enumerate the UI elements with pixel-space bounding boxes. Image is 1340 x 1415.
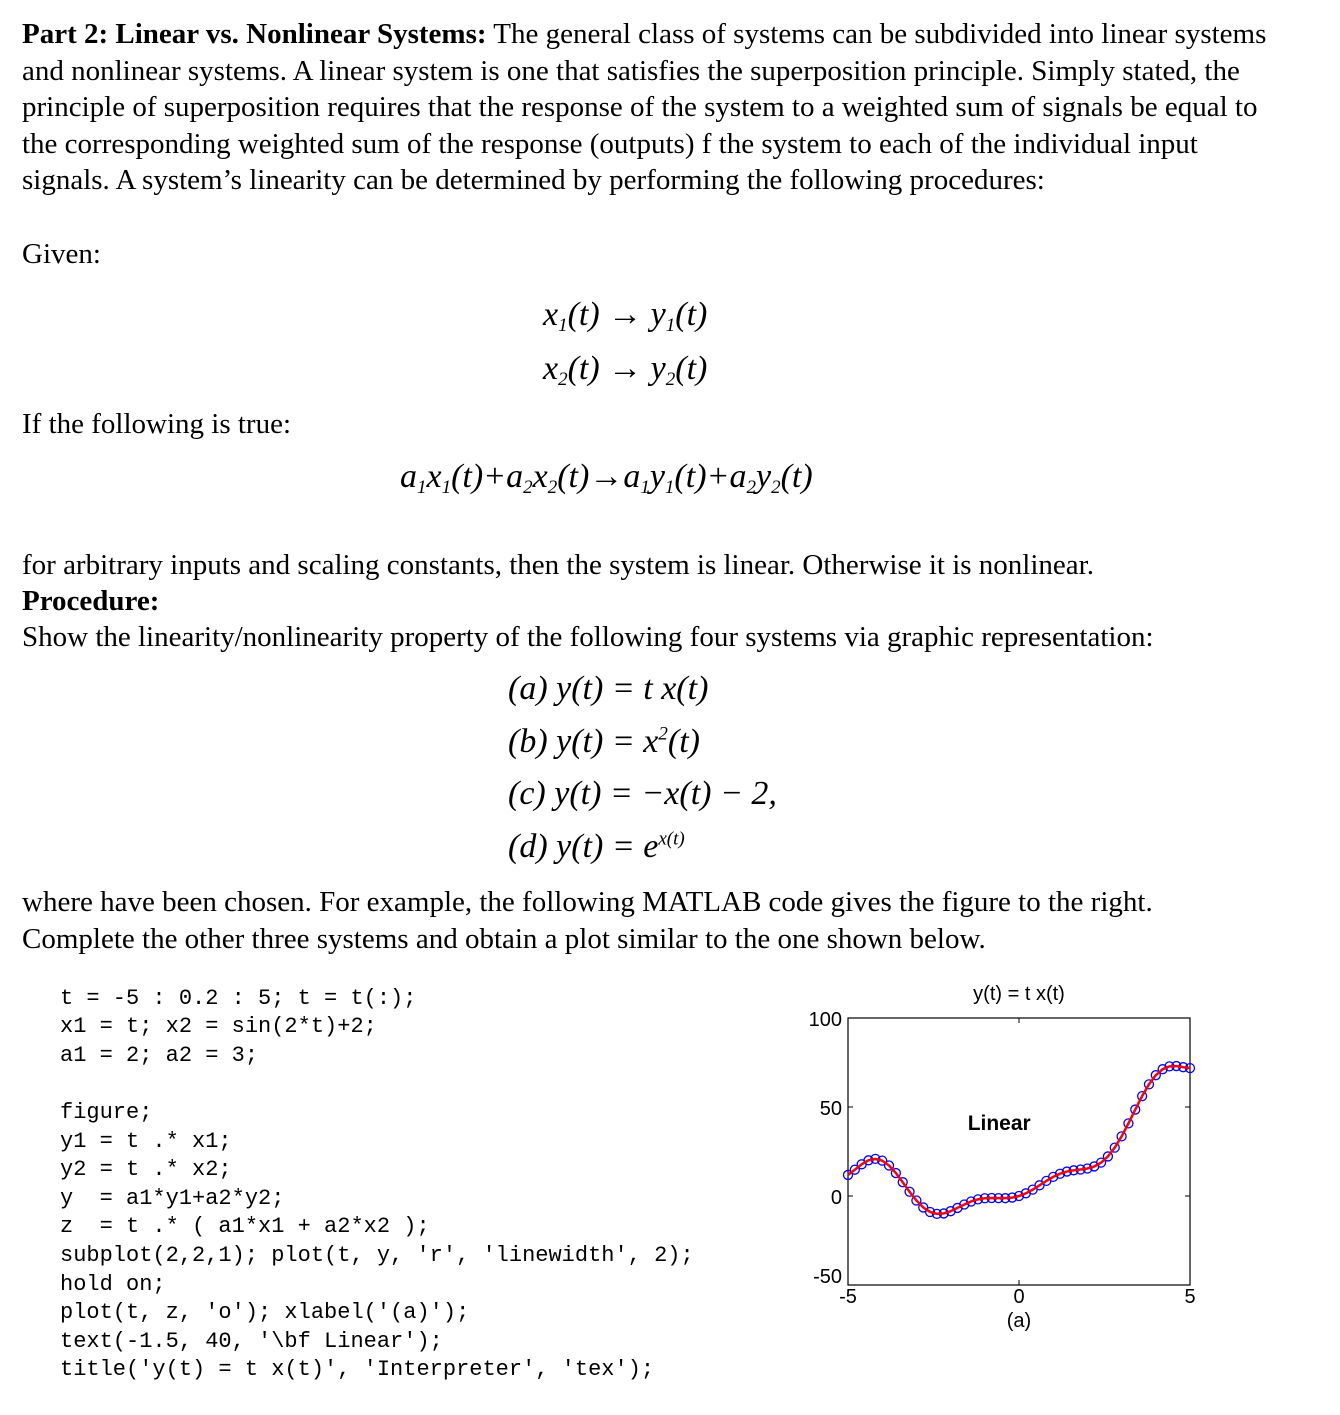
plot-axes-box xyxy=(848,1018,1190,1285)
code-line: t = -5 : 0.2 : 5; t = t(:); xyxy=(60,985,417,1011)
system-b: (b) $y(t) = x^2(t)$ xyxy=(508,723,700,760)
y-tick-label: 0 xyxy=(830,1187,842,1209)
code-line: z = t .* ( a1*x1 + a2*x2 ); xyxy=(60,1214,430,1240)
code-line: y1 = t .* x1; xyxy=(60,1128,232,1154)
given-eq-1: $x_1(t) \to y_1(t)$ xyxy=(543,296,708,336)
intro-paragraph xyxy=(22,16,1272,199)
example-text: where have been chosen. For example, the following MATLAB code gives the figure to the right. Complete the other three systems and obtain a plot similar to the one shown below. xyxy=(22,886,1153,955)
code-line: y = a1*y1+a2*y2; xyxy=(60,1185,285,1211)
superposition-equation: $a_1x_1(t)+a_2x_2(t)\to a_1y_1(t)+a_2y_2(t)$ xyxy=(400,458,813,498)
x-tick-label: 0 xyxy=(1013,1286,1025,1308)
procedure-text: Show the linearity/nonlinearity property of the following four systems via graphic representation: xyxy=(22,621,1154,653)
procedure-label: Procedure: xyxy=(22,585,160,617)
code-line xyxy=(60,1070,694,1099)
system-a: (a) y(t) = t x(t) xyxy=(508,670,709,707)
chart-title: y(t) = t x(t) xyxy=(973,983,1065,1005)
x-tick-label: -5 xyxy=(839,1286,857,1308)
code-line: text(-1.5, 40, '\bf Linear'); xyxy=(60,1328,443,1354)
code-line: title('y(t) = t x(t)', 'Interpreter', 'tex'); xyxy=(60,1357,655,1383)
code-line: y2 = t .* x2; xyxy=(60,1157,232,1183)
system-d: (d) $y(t) = e^{x(t)}$ xyxy=(508,828,685,865)
intro-text: The general class of systems can be subdivided into linear systems and nonlinear systems. A linear system is one that satisfies the superposition principle. Simply stated, the principle of superposition requires that the response of the system to a weighted sum of signals be equal to the corresponding weighted sum of the response (outputs) f the system to each of the individual input signals. A system’s linearity can be determined by performing the following procedures: xyxy=(22,18,1267,196)
intro-heading: Part 2: Linear vs. Nonlinear Systems: xyxy=(22,18,487,50)
system-c: (c) y(t) = −x(t) − 2, xyxy=(508,775,777,812)
x-axis-label: (a) xyxy=(1006,1310,1032,1332)
code-line: subplot(2,2,1); plot(t, y, 'r', 'linewidth', 2); xyxy=(60,1242,694,1268)
conclusion-text: for arbitrary inputs and scaling constants, then the system is linear. Otherwise it is nonlinear. xyxy=(22,549,1094,581)
y-tick-label: 50 xyxy=(819,1098,842,1120)
code-line: figure; xyxy=(60,1099,153,1125)
given-label: Given: xyxy=(22,238,101,270)
code-line: x1 = t; x2 = sin(2*t)+2; xyxy=(60,1014,377,1040)
x-tick-label: 5 xyxy=(1184,1286,1196,1308)
code-line: plot(t, z, 'o'); xlabel('(a)'); xyxy=(60,1300,470,1326)
matlab-code xyxy=(60,956,694,1414)
example-plot xyxy=(790,975,1210,1375)
given-eq-2: $x_2(t) \to y_2(t)$ xyxy=(543,350,708,390)
y-tick-label: 100 xyxy=(808,1009,842,1031)
linear-annotation: Linear xyxy=(967,1111,1031,1135)
if-label: If the following is true: xyxy=(22,408,292,440)
code-line: a1 = 2; a2 = 3; xyxy=(60,1042,259,1068)
code-line: hold on; xyxy=(60,1271,166,1297)
chart-svg xyxy=(790,975,1210,1375)
y-tick-label: -50 xyxy=(813,1266,842,1288)
